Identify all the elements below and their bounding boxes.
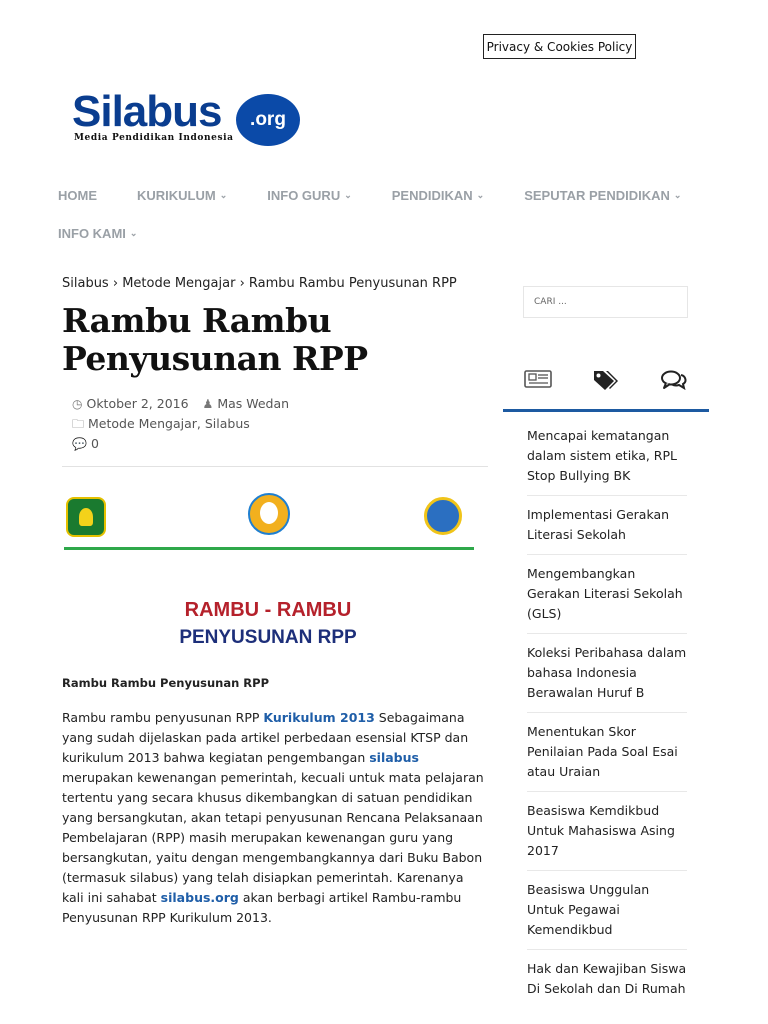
breadcrumb-separator: › <box>108 276 123 291</box>
breadcrumb-home[interactable]: Silabus <box>62 276 109 291</box>
recent-post-link[interactable]: Implementasi Gerakan Literasi Sekolah <box>527 505 687 555</box>
recent-post-link[interactable]: Mencapai kematangan dalam sistem etika, RPL Stop Bullying BK <box>527 426 687 496</box>
post-author[interactable] <box>203 396 290 411</box>
article-body <box>62 708 488 928</box>
logo-org-badge: .org <box>236 94 300 146</box>
ministry-religion-emblem-icon <box>66 497 106 537</box>
post-comments[interactable] <box>72 436 99 451</box>
banner-heading-line2: PENYUSUNAN RPP <box>179 627 357 648</box>
page-title: Rambu Rambu Penyusunan RPP <box>62 301 368 378</box>
user-icon: ♟ <box>202 397 214 411</box>
nav-item-seputar-pendidikan[interactable] <box>524 188 681 203</box>
chevron-down-icon: ⌄ <box>129 227 138 238</box>
post-meta <box>62 394 488 454</box>
chevron-down-icon: ⌄ <box>673 189 682 200</box>
chevron-down-icon: ⌄ <box>344 189 352 200</box>
nav-label: INFO GURU <box>267 187 341 203</box>
sidebar-tabs <box>503 368 709 412</box>
recent-post-link[interactable]: Mengembangkan Gerakan Literasi Sekolah (GLS) <box>527 564 687 634</box>
comments-icon[interactable] <box>659 368 689 398</box>
link-kurikulum-2013[interactable]: Kurikulum 2013 <box>263 710 375 725</box>
banner-divider <box>64 547 474 550</box>
nav-item-info-kami[interactable] <box>58 226 137 241</box>
nav-label: PENDIDIKAN <box>391 187 473 203</box>
banner-heading-line1: RAMBU - RAMBU <box>184 599 352 621</box>
chevron-down-icon: ⌄ <box>476 189 485 200</box>
nav-item-info-guru[interactable] <box>267 188 352 203</box>
body-text-4: akan berbagi artikel Rambu-rambu Penyusunan RPP Kurikulum 2013. <box>62 890 462 925</box>
post-author-text: Mas Wedan <box>217 396 290 411</box>
folder-icon: 🗀 <box>72 417 85 431</box>
nav-item-pendidikan[interactable] <box>392 188 484 203</box>
link-silabus-org[interactable]: silabus.org <box>160 890 239 905</box>
site-logo[interactable] <box>72 86 312 152</box>
comment-icon: 💬 <box>72 437 87 451</box>
body-text-2: Sebagaimana yang sudah dijelaskan pada artikel perbedaan esensial KTSP dan kurikulum 2013 bahwa kegiatan pengembangan <box>62 710 469 765</box>
recent-post-link[interactable]: Koleksi Peribahasa dalam bahasa Indonesia Berawalan Huruf B <box>527 643 687 713</box>
post-categories-text: Metode Mengajar, Silabus <box>88 416 250 431</box>
post-comments-count: 0 <box>90 436 99 451</box>
image-caption: Rambu Rambu Penyusunan RPP <box>62 676 270 690</box>
nav-label: SEPUTAR PENDIDIKAN <box>524 187 670 203</box>
nav-label: INFO KAMI <box>58 225 126 241</box>
recent-post-link[interactable]: Hak dan Kewajiban Siswa Di Sekolah dan Di Rumah <box>527 961 687 996</box>
privacy-cookies-button[interactable]: Privacy & Cookies Policy <box>483 34 636 59</box>
post-date <box>72 396 189 411</box>
recent-post-link[interactable]: Beasiswa Unggulan Untuk Pegawai Kemendikbud <box>527 880 687 950</box>
nav-row-2 <box>58 218 738 248</box>
breadcrumb-separator: › <box>235 276 249 291</box>
nav-item-home[interactable] <box>58 188 97 203</box>
nav-row-1 <box>58 180 738 210</box>
kurikulum-2013-logo-icon <box>248 493 290 535</box>
recent-post-link[interactable]: Menentukan Skor Penilaian Pada Soal Esai atau Uraian <box>527 722 687 792</box>
search-input[interactable] <box>523 286 688 318</box>
body-text-3: merupakan kewenangan pemerintah, kecuali untuk mata pelajaran tertentu yang secara khusus dikembangkan di satuan pendidikan yang bersangkutan, akan tetapi penyusunan Rencana Pelaksanaan Pembelajaran (RPP) masih merupakan kewenangan guru yang bersangkutan, yaitu dengan mengembangkannya dari Buku Babon (termasuk silabus) yang telah disiapkan pemerintah. Karenanya kali ini sahabat <box>62 770 484 905</box>
logo-tagline: Media Pendidikan Indonesia <box>74 133 234 143</box>
link-silabus[interactable]: silabus <box>369 750 419 765</box>
nav-label: HOME <box>58 187 97 203</box>
clock-icon: ◷ <box>72 397 83 411</box>
tags-icon[interactable] <box>591 368 621 398</box>
article <box>62 276 488 925</box>
breadcrumb-current: Rambu Rambu Penyusunan RPP <box>248 276 457 291</box>
nav-label: KURIKULUM <box>137 187 216 203</box>
body-text-1: Rambu rambu penyusunan RPP <box>62 710 264 725</box>
recent-posts-list <box>527 426 687 1008</box>
breadcrumb <box>62 276 488 296</box>
sidebar <box>503 286 709 1017</box>
breadcrumb-category[interactable]: Metode Mengajar <box>122 276 236 291</box>
recent-post-link[interactable]: Beasiswa Kemdikbud Untuk Mahasiswa Asing 2017 <box>527 801 687 871</box>
nav-item-kurikulum[interactable] <box>137 188 227 203</box>
logo-wordmark: Silabus <box>72 87 222 136</box>
chevron-down-icon: ⌄ <box>219 189 228 200</box>
post-categories[interactable] <box>72 416 250 431</box>
main-nav <box>58 180 738 256</box>
tut-wuri-handayani-emblem-icon <box>424 497 462 535</box>
newspaper-icon[interactable] <box>523 368 553 398</box>
post-date-text: Oktober 2, 2016 <box>86 396 189 411</box>
divider <box>62 466 488 467</box>
